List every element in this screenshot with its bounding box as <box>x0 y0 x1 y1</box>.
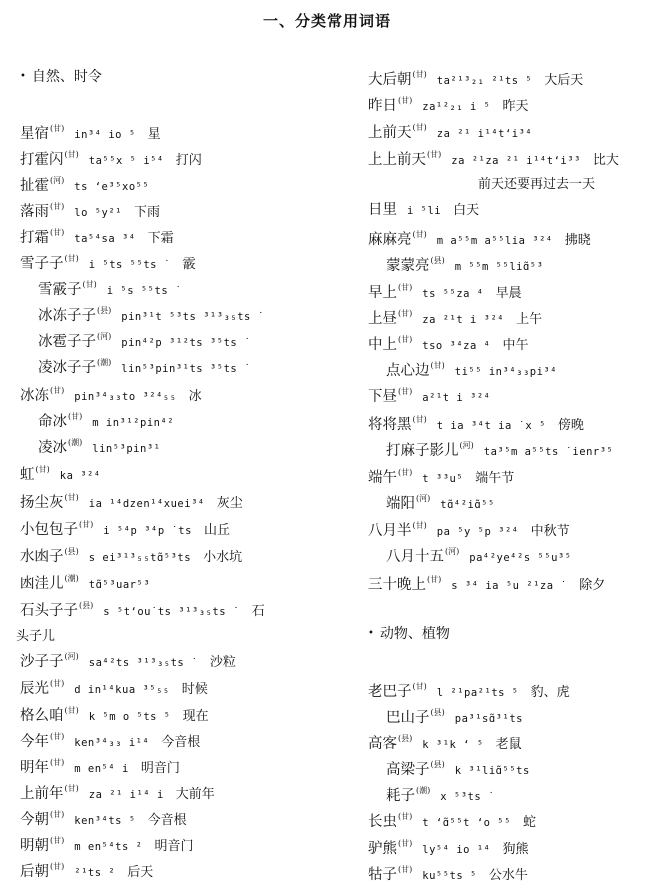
entry-word: 八月十五 <box>386 549 444 565</box>
page-title: 一、分类常用词语 <box>262 12 391 30</box>
entry-gloss: 今音根 <box>147 813 187 828</box>
entry-word: 明朝 <box>20 838 49 854</box>
entry-row <box>368 252 543 276</box>
dialect-tag: (县) <box>64 547 79 556</box>
entry-row <box>368 861 528 885</box>
entry-word: 三十晚上 <box>368 577 426 593</box>
entry-pronunciation: t ³³u⁵ <box>422 473 464 485</box>
entry-word: 石头子子 <box>20 603 78 619</box>
continuation-text: 前天还要再过去一天 <box>478 177 596 192</box>
section-heading-animals-plants <box>368 623 450 643</box>
entry-row <box>20 728 200 752</box>
entry-gloss: 星 <box>147 127 161 142</box>
entry-word: 端午 <box>368 470 397 486</box>
entry-pronunciation: m in³¹²pin⁴² <box>92 417 175 429</box>
dialect-tag: (甘) <box>398 96 413 105</box>
entry-word: 星宿 <box>20 126 49 142</box>
section-label: 动物、植物 <box>379 626 450 642</box>
dialect-tag: (甘) <box>398 387 413 396</box>
entry-row <box>20 461 101 485</box>
entry-pronunciation: m en⁵⁴ i <box>74 763 129 775</box>
entry-row <box>368 730 522 754</box>
entry-pronunciation: t ia ³⁴t ia ˙x ⁵ <box>436 420 546 432</box>
entry-word: 今朝 <box>20 812 49 828</box>
entry-pronunciation: m a⁵⁵m a⁵⁵lia ³²⁴ <box>436 235 553 247</box>
entry-pronunciation: ka ³²⁴ <box>59 470 101 482</box>
entry-pronunciation: i ⁵⁴p ³⁴p ˙ts <box>103 525 192 537</box>
dialect-tag: (甘) <box>50 732 65 741</box>
entry-pronunciation: lo ⁵y²¹ <box>74 207 123 219</box>
entry-row <box>368 200 479 220</box>
dialect-tag: (潮) <box>68 438 83 447</box>
entry-pronunciation: pa ⁵y ⁵p ³²⁴ <box>436 526 519 538</box>
dialect-tag: (甘) <box>64 706 79 715</box>
entry-gloss: 后天 <box>127 865 154 880</box>
entry-gloss: 老鼠 <box>495 737 522 752</box>
entry-pronunciation: za ²¹za ²¹ i¹⁴t‘i³³ <box>451 155 581 167</box>
entry-word: 高客 <box>368 736 397 752</box>
dialect-tag: (县) <box>97 306 112 315</box>
entry-pronunciation: x ⁵³ts ˙ <box>440 791 495 803</box>
entry-row <box>368 383 490 407</box>
entry-word: 凌冰子子 <box>38 360 96 376</box>
dialect-tag: (甘) <box>398 468 413 477</box>
dialect-tag: (甘) <box>50 124 65 133</box>
entry-pronunciation: k ³¹k ‘ ⁵ <box>422 739 484 751</box>
entry-word: 上昼 <box>368 311 397 327</box>
entry-word: 八月半 <box>368 523 412 539</box>
dialect-tag: (甘) <box>50 758 65 767</box>
entry-pronunciation: ken³⁴₃₃ i¹⁴ <box>74 737 150 749</box>
dialect-tag: (潮) <box>416 786 431 795</box>
entry-word: 冰雹子子 <box>38 334 96 350</box>
entry-row <box>368 490 495 514</box>
entry-row <box>368 571 605 595</box>
entry-pronunciation: a²¹t i ³²⁴ <box>422 392 491 404</box>
entry-pronunciation: ²¹ts ² <box>74 867 116 879</box>
entry-gloss: 冰 <box>188 389 202 404</box>
entry-pronunciation: ti⁵⁵ in³⁴₃₃pi³⁴ <box>454 366 558 378</box>
dialect-tag: (甘) <box>50 679 65 688</box>
entry-row <box>368 66 583 90</box>
entry-row <box>20 780 215 804</box>
entry-gloss: 早晨 <box>495 286 522 301</box>
dialect-tag: (甘) <box>82 280 97 289</box>
dialect-tag: (甘) <box>79 520 94 529</box>
entry-pronunciation: ta³⁵m a⁵⁵ts ˙ienr³⁵ <box>483 446 614 458</box>
continuation-text: 头子儿 <box>16 629 56 644</box>
dialect-tag: (甘) <box>412 123 427 132</box>
entry-word: 后朝 <box>20 864 49 880</box>
entry-word: 耗子 <box>386 788 415 804</box>
entry-word: 雪霰子 <box>38 282 82 298</box>
entry-gloss: 白天 <box>453 203 480 218</box>
entry-row <box>20 489 243 513</box>
dialect-tag: (潮) <box>64 574 79 583</box>
entry-pronunciation: ts ⁵⁵za ⁴ <box>422 288 484 300</box>
dialect-tag: (甘) <box>398 309 413 318</box>
dialect-tag: (甘) <box>398 865 413 874</box>
entry-gloss: 端午节 <box>475 471 515 486</box>
entry-pronunciation: ly⁵⁴ io ¹⁴ <box>422 844 491 856</box>
entry-row <box>20 597 265 621</box>
entry-word: 虹 <box>20 467 35 483</box>
entry-gloss: 蛇 <box>522 815 536 830</box>
entry-row <box>20 302 265 326</box>
entry-row <box>20 543 242 567</box>
entry-word: 驴熊 <box>368 841 397 857</box>
entry-pronunciation: s ³⁴ ia ⁵u ²¹za ˙ <box>451 580 568 592</box>
dialect-tag: (甘) <box>430 361 445 370</box>
entry-gloss: 下雨 <box>134 205 161 220</box>
entry-row <box>20 328 251 352</box>
entry-word: 凼洼儿 <box>20 576 64 592</box>
entry-pronunciation: za ²¹ i¹⁴t‘i³⁴ <box>436 128 533 140</box>
dialect-tag: (河) <box>445 547 460 556</box>
entry-word: 雪子子 <box>20 256 64 272</box>
entry-row <box>368 517 570 541</box>
entry-pronunciation: ia ¹⁴dzen¹⁴xuei³⁴ <box>88 498 205 510</box>
entry-pronunciation: za¹²₂₁ i ⁵ <box>422 101 491 113</box>
entry-gloss: 上午 <box>516 312 543 327</box>
entry-row <box>368 146 619 170</box>
entry-pronunciation: sa⁴²ts ³¹³₃₅ts ˙ <box>88 657 198 669</box>
dialect-tag: (甘) <box>412 682 427 691</box>
entry-row <box>20 276 182 300</box>
entry-row <box>20 382 202 406</box>
entry-pronunciation: pin³⁴₃₃to ³²⁴₅₅ <box>74 391 177 403</box>
entry-row <box>368 835 528 859</box>
entry-row <box>20 146 202 170</box>
entry-row <box>368 464 514 488</box>
entry-word: 上前年 <box>20 786 64 802</box>
entry-word: 水凼子 <box>20 549 64 565</box>
entry-word: 将将黑 <box>368 417 412 433</box>
entry-word: 明年 <box>20 760 49 776</box>
entry-gloss: 傍晚 <box>557 418 584 433</box>
section-heading-nature <box>20 66 102 86</box>
entry-word: 扯霍 <box>20 178 49 194</box>
dialect-tag: (甘) <box>50 386 65 395</box>
dialect-tag: (甘) <box>427 150 442 159</box>
entry-pronunciation: pa³¹sɑ̃³¹ts <box>454 713 523 725</box>
dialect-tag: (甘) <box>412 521 427 530</box>
dialect-tag: (县) <box>430 708 445 717</box>
entry-row <box>368 704 523 728</box>
entry-word: 打霍闪 <box>20 152 64 168</box>
entry-word: 下昼 <box>368 389 397 405</box>
entry-pronunciation: ta²¹³₂₁ ²¹ts ⁵ <box>436 75 533 87</box>
entry-pronunciation: d in¹⁴kua ³⁵₅₅ <box>74 684 170 696</box>
dialect-tag: (甘) <box>412 70 427 79</box>
entry-row <box>368 437 613 461</box>
entry-row <box>368 411 584 435</box>
entry-word: 今年 <box>20 734 49 750</box>
entry-word: 命冰 <box>38 414 67 430</box>
entry-pronunciation: ta⁵⁵x ⁵ i⁵⁴ <box>88 155 164 167</box>
entry-pronunciation: in³⁴ io ⁵ <box>74 129 136 141</box>
entry-pronunciation: ku⁵⁵ts ⁵ <box>422 870 477 882</box>
entry-word: 中上 <box>368 337 397 353</box>
entry-word: 长虫 <box>368 814 397 830</box>
entry-word: 早上 <box>368 285 397 301</box>
entry-word: 打麻子影儿 <box>386 443 459 459</box>
dialect-tag: (潮) <box>97 358 112 367</box>
entry-gloss: 小水坑 <box>203 550 243 565</box>
entry-gloss: 大后天 <box>544 73 584 88</box>
entry-pronunciation: tso ³⁴za ⁴ <box>422 340 491 352</box>
dialect-tag: (甘) <box>398 283 413 292</box>
dialect-tag: (县) <box>430 760 445 769</box>
dialect-tag: (甘) <box>398 839 413 848</box>
entry-pronunciation: tɑ̃⁴²iɑ̃⁵⁵ <box>440 499 495 511</box>
dialect-tag: (县) <box>430 256 445 265</box>
bullet-icon: • <box>20 71 26 82</box>
entry-row <box>20 754 180 778</box>
entry-gloss: 比大 <box>592 153 619 168</box>
dialect-tag: (甘) <box>412 230 427 239</box>
entry-word: 点心边 <box>386 363 430 379</box>
entry-row <box>20 120 161 144</box>
entry-word: 端阳 <box>386 496 415 512</box>
dialect-tag: (甘) <box>412 415 427 424</box>
entry-gloss: 灰尘 <box>216 496 243 511</box>
entry-word: 昨日 <box>368 98 397 114</box>
entry-pronunciation: za ²¹t i ³²⁴ <box>422 314 505 326</box>
entry-row <box>368 92 528 116</box>
entry-gloss: 霰 <box>182 257 196 272</box>
entry-gloss: 中午 <box>502 338 529 353</box>
entry-word: 落雨 <box>20 204 49 220</box>
entry-gloss: 狗熊 <box>502 842 529 857</box>
entry-word: 上前天 <box>368 125 412 141</box>
entry-pronunciation: m ⁵⁵m ⁵⁵liɑ̃⁵³ <box>454 261 544 273</box>
entry-row <box>368 357 557 381</box>
dialect-tag: (河) <box>459 441 474 450</box>
entry-word: 日里 <box>368 202 397 218</box>
entry-row <box>368 808 536 832</box>
dialect-tag: (甘) <box>50 836 65 845</box>
entry-word: 格么咱 <box>20 708 64 724</box>
dialect-tag: (县) <box>79 601 94 610</box>
dialect-tag: (河) <box>97 332 112 341</box>
entry-row <box>20 648 236 672</box>
entry-row <box>20 434 160 458</box>
dialect-tag: (甘) <box>64 784 79 793</box>
entry-row <box>368 782 495 806</box>
entry-word: 巴山子 <box>386 710 430 726</box>
dialect-tag: (甘) <box>50 862 65 871</box>
entry-pronunciation: pa⁴²ye⁴²s ⁵⁵u³⁵ <box>469 552 572 564</box>
dialect-tag: (甘) <box>64 150 79 159</box>
entry-pronunciation: ta⁵⁴sa ³⁴ <box>74 233 136 245</box>
entry-row <box>368 331 528 355</box>
entry-row <box>20 832 193 856</box>
entry-row <box>368 543 572 567</box>
entry-gloss: 豹、虎 <box>530 685 570 700</box>
dialect-tag: (甘) <box>50 228 65 237</box>
entry-gloss: 下霜 <box>147 231 174 246</box>
entry-row <box>368 119 532 143</box>
entry-pronunciation: pin³¹t ⁵³ts ³¹³₃₅ts ˙ <box>121 311 265 323</box>
dialect-tag: (甘) <box>50 810 65 819</box>
entry-row <box>368 678 570 702</box>
entry-row <box>20 516 230 540</box>
entry-word: 扬尘灰 <box>20 495 64 511</box>
entry-pronunciation: i ⁵li <box>407 205 442 217</box>
entry-row <box>368 305 542 329</box>
dialect-tag: (河) <box>50 176 65 185</box>
entry-gloss: 石 <box>251 604 265 619</box>
entry-pronunciation: lin⁵³pin³¹ <box>92 443 161 455</box>
entry-pronunciation: s ei³¹³₅₅tɑ̃⁵³ts <box>88 552 192 564</box>
entry-pronunciation: ts ‘e³⁵xo⁵⁵ <box>74 181 150 193</box>
entry-word: 辰光 <box>20 681 49 697</box>
dialect-tag: (甘) <box>64 493 79 502</box>
entry-gloss: 昨天 <box>502 99 529 114</box>
entry-row <box>368 279 522 303</box>
entry-gloss: 今音根 <box>161 735 201 750</box>
entry-gloss: 山丘 <box>203 523 230 538</box>
entry-row <box>20 172 149 196</box>
entry-pronunciation: pin⁴²p ³¹²ts ³⁵ts ˙ <box>121 337 251 349</box>
entry-word: 高梁子 <box>386 762 430 778</box>
entry-gloss: 中秋节 <box>530 524 570 539</box>
entry-row <box>368 226 591 250</box>
entry-gloss: 明音门 <box>140 761 180 776</box>
entry-row <box>20 224 174 248</box>
entry-gloss: 时候 <box>181 682 208 697</box>
entry-pronunciation: tɑ̃⁵³uar⁵³ <box>88 579 151 591</box>
entry-word: 小包包子 <box>20 522 78 538</box>
entry-word: 凌冰 <box>38 440 67 456</box>
entry-pronunciation: s ⁵t‘ou˙ts ³¹³₃₅ts ˙ <box>103 606 240 618</box>
entry-gloss: 公水牛 <box>488 868 528 883</box>
entry-pronunciation: k ³¹liɑ̃⁵⁵ts <box>454 765 530 777</box>
entry-pronunciation: za ²¹ i¹⁴ i <box>88 789 164 801</box>
entry-pronunciation: i ⁵ts ⁵⁵ts ˙ <box>88 259 171 271</box>
entry-word: 麻麻亮 <box>368 232 412 248</box>
entry-word: 蒙蒙亮 <box>386 258 430 274</box>
entry-pronunciation: t ‘ɑ̃⁵⁵t ‘o ⁵⁵ <box>422 817 511 829</box>
section-label: 自然、时令 <box>31 69 102 85</box>
entry-row <box>20 570 150 594</box>
entry-word: 老巴子 <box>368 684 412 700</box>
entry-word: 冰冻子子 <box>38 308 96 324</box>
dialect-tag: (河) <box>416 494 431 503</box>
entry-gloss: 大前年 <box>175 787 215 802</box>
dialect-tag: (甘) <box>50 202 65 211</box>
dialect-tag: (甘) <box>35 465 50 474</box>
entry-gloss: 明音门 <box>154 839 194 854</box>
entry-word: 打霜 <box>20 230 49 246</box>
bullet-icon: • <box>368 628 374 639</box>
dialect-tag: (甘) <box>398 812 413 821</box>
dialect-tag: (甘) <box>68 412 83 421</box>
entry-row <box>20 858 153 882</box>
dialect-tag: (县) <box>398 734 413 743</box>
entry-pronunciation: l ²¹pa²¹ts ⁵ <box>436 687 519 699</box>
dialect-tag: (甘) <box>64 254 79 263</box>
entry-gloss: 拂晓 <box>564 233 591 248</box>
entry-row <box>20 806 187 830</box>
dialect-tag: (河) <box>64 652 79 661</box>
entry-pronunciation: ken³⁴ts ⁵ <box>74 815 136 827</box>
entry-gloss: 打闪 <box>175 153 202 168</box>
entry-row <box>20 408 174 432</box>
entry-row <box>20 702 209 726</box>
entry-pronunciation: k ⁵m o ⁵ts ⁵ <box>88 711 171 723</box>
entry-pronunciation: i ⁵s ⁵⁵ts ˙ <box>106 285 182 297</box>
entry-row <box>368 756 530 780</box>
dialect-tag: (甘) <box>398 335 413 344</box>
entry-word: 大后朝 <box>368 72 412 88</box>
entry-row <box>20 354 251 378</box>
entry-row <box>20 198 160 222</box>
entry-row <box>20 250 196 274</box>
entry-word: 牯子 <box>368 867 397 883</box>
entry-word: 上上前天 <box>368 152 426 168</box>
entry-word: 冰冻 <box>20 388 49 404</box>
dialect-tag: (甘) <box>427 575 442 584</box>
entry-word: 沙子子 <box>20 654 64 670</box>
entry-gloss: 现在 <box>182 709 209 724</box>
entry-gloss: 沙粒 <box>209 655 236 670</box>
entry-gloss: 除夕 <box>579 578 606 593</box>
entry-pronunciation: m en⁵⁴ts ² <box>74 841 143 853</box>
entry-pronunciation: lin⁵³pin³¹ts ³⁵ts ˙ <box>121 363 251 375</box>
entry-row <box>20 675 208 699</box>
